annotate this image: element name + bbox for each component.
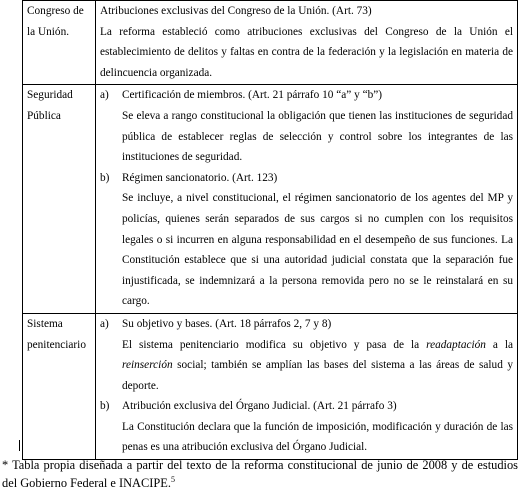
description-cell — [96, 85, 518, 314]
item-body: La Constitución declara que la función de imposición, modificación y duración de las penas es una atribución exclusiva del Órgano Judicial. — [122, 420, 513, 454]
table-row — [23, 1, 518, 85]
table-footnote — [2, 456, 518, 492]
list-item — [100, 168, 513, 189]
item-body-emphasis: readaptación — [426, 338, 486, 351]
item-letter: b) — [100, 400, 110, 413]
topic-cell — [23, 1, 96, 85]
item-body-part: El sistema penitenciario modifica su objetivo y pasa de la — [122, 338, 427, 351]
footnote-text: * Tabla propia diseñada a partir del texto de la reforma constitucional de junio de 2008 y de estudios del Gobierno Federal e INACIPE. — [2, 458, 518, 490]
item-body-part: a la — [485, 338, 513, 351]
topic-cell — [23, 313, 96, 459]
item-heading: Su objetivo y bases. (Art. 18 párrafos 2, 7 y 8) — [122, 317, 332, 330]
row-title: Atribuciones exclusivas del Congreso de la Unión. (Art. 73) — [100, 5, 372, 17]
item-body: Se eleva a rango constitucional la obligación que tienen las instituciones de seguridad pública de establecer reglas de selección y control sobre los integrantes de las instituciones de seguridad. — [122, 109, 513, 164]
list-item — [100, 314, 513, 335]
item-body-emphasis: reinserción — [122, 359, 173, 372]
table-row — [23, 313, 518, 459]
description-cell — [96, 313, 518, 459]
description-cell — [96, 1, 518, 85]
row-body: La reforma estableció como atribuciones exclusivas del Congreso de la Unión el establecimiento de delitos y faltas en contra de la federación y la legislación en materia de delincuencia organizada. — [100, 25, 513, 79]
topic-label: Pública — [27, 109, 61, 122]
topic-cell — [23, 85, 96, 314]
item-letter: b) — [100, 171, 110, 184]
topic-label: Sistema — [27, 317, 63, 330]
list-item — [100, 396, 513, 417]
topic-label: Seguridad — [27, 89, 73, 102]
item-body-part: social; también se amplían las bases del sistema a las áreas de salud y deporte. — [122, 359, 513, 392]
margin-tick-mark — [19, 440, 20, 451]
item-heading: Régimen sancionatorio. (Art. 123) — [122, 171, 278, 184]
topic-label: penitenciario — [27, 338, 86, 351]
item-heading: Atribución exclusiva del Órgano Judicial. (Art. 21 párrafo 3) — [122, 400, 397, 413]
footnote-reference: 5 — [170, 475, 175, 484]
reform-summary-table — [22, 0, 518, 460]
item-body: Se incluye, a nivel constitucional, el régimen sancionatorio de los agentes del MP y policías, quienes serán separados de sus cargos si no cumplen con los requisitos legales o si incurren en alguna responsabilidad en el desempeño de sus funciones. La Constitución establece que si una autoridad judicial constata que la separación fue injustificada, se indemnizará a la persona removida pero no se le reinstalará en su cargo. — [122, 192, 513, 308]
item-letter: a) — [100, 89, 109, 102]
item-heading: Certificación de miembros. (Art. 21 párrafo 10 “a” y “b”) — [122, 89, 383, 102]
table-row — [23, 85, 518, 314]
item-body — [100, 335, 513, 397]
topic-label: la Unión. — [27, 25, 70, 38]
item-letter: a) — [100, 317, 109, 330]
list-item — [100, 85, 513, 106]
topic-label: Congreso de — [27, 5, 84, 17]
